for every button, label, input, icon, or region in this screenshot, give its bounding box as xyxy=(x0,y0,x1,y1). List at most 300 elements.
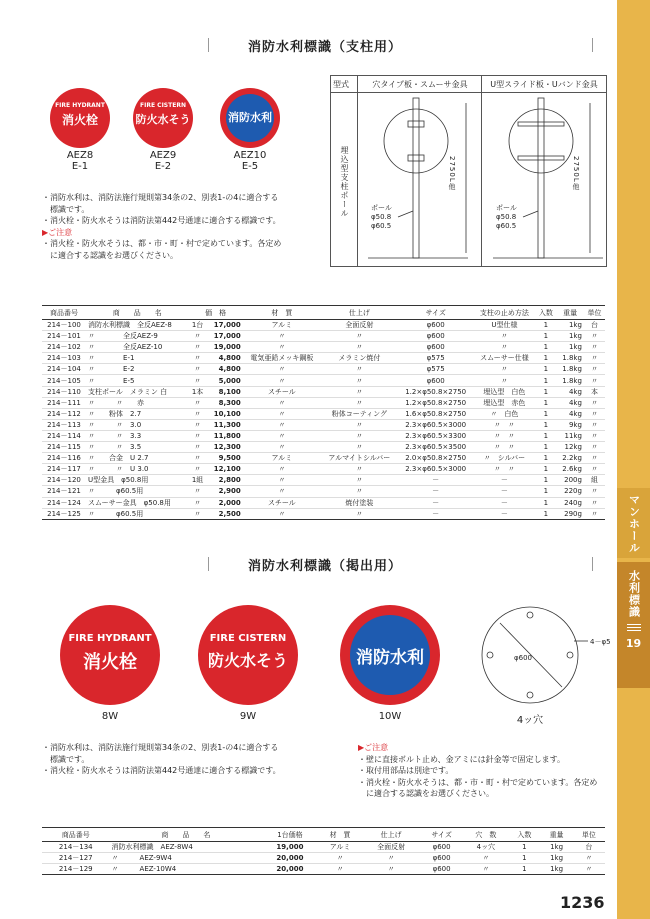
table-row xyxy=(42,419,605,430)
sidebar-background xyxy=(617,0,650,919)
table-cell: 〃 xyxy=(584,508,605,519)
table-cell: 4kg xyxy=(556,386,584,397)
table-cell: 214－121 xyxy=(42,486,86,497)
page-number: 1236 xyxy=(560,893,605,912)
table-cell: 4,800 xyxy=(207,364,243,375)
table-cell: 〃 xyxy=(318,853,363,864)
table-cell: 〃 xyxy=(474,331,536,342)
table-cell: 1 xyxy=(535,397,556,408)
section1-spec-table xyxy=(42,305,605,520)
table-cell: 〃 xyxy=(318,864,363,875)
table-cell: 12,100 xyxy=(207,464,243,475)
table-cell: 〃 xyxy=(243,342,321,353)
diagram-col2: U型スライド板・Uバンド金具 xyxy=(490,80,598,89)
table-cell: 〃 xyxy=(474,364,536,375)
table-cell: 〃 xyxy=(584,464,605,475)
table-cell: 消防水利標識 全反AEZ-8 xyxy=(86,320,189,331)
table-cell: 214－134 xyxy=(42,842,110,853)
table-cell: 1 xyxy=(508,853,540,864)
table-cell: φ600 xyxy=(398,342,474,353)
table-cell: 1kg xyxy=(556,342,584,353)
table-cell: － xyxy=(474,508,536,519)
table-cell: 11,300 xyxy=(207,419,243,430)
table-cell: 〃 xyxy=(321,508,398,519)
table-cell: 214－104 xyxy=(42,364,86,375)
table-cell: アルマイトシルバー xyxy=(321,453,398,464)
table-cell: 〃 xyxy=(243,442,321,453)
diagram-col-label: 型式 xyxy=(333,80,349,89)
hole-count-label: 4ッ穴 xyxy=(516,715,544,726)
table-cell: 12kg xyxy=(556,442,584,453)
sign-code-9w: 9W xyxy=(239,711,257,722)
table-cell: 〃 〃 3.5 xyxy=(86,442,189,453)
table-cell: 〃 xyxy=(584,408,605,419)
table-cell: 〃 xyxy=(321,475,398,486)
table-cell: φ600 xyxy=(420,864,464,875)
table-row xyxy=(42,375,605,386)
table-cell: 電気亜鉛メッキ鋼板 xyxy=(243,353,321,364)
table-cell: 〃 xyxy=(584,375,605,386)
table-cell: 〃 xyxy=(573,853,605,864)
table-cell: アルミ xyxy=(243,453,321,464)
table-cell: 〃 xyxy=(243,408,321,419)
pole-label-right: ポール φ50.8 φ60.5 xyxy=(496,204,517,230)
sidebar-page-num: 19 xyxy=(625,637,642,650)
table-cell: 1 xyxy=(535,486,556,497)
table-cell: 〃 φ60.5用 xyxy=(86,486,189,497)
table-cell: 1 xyxy=(535,508,556,519)
section2-notes-left: ・消防水利は、消防法施行規則第34条の2、別表1-の4に適合する 標識です。 ・消火栓・防火水そうは消防法第442号通達に適合する標識です。 xyxy=(42,743,281,775)
table-cell: φ600 xyxy=(398,375,474,386)
table-cell: 〃 xyxy=(584,419,605,430)
table-row xyxy=(42,320,605,331)
table-cell: 2,000 xyxy=(207,497,243,508)
fire-cistern-sign: FIRE CISTERN 防火水そう xyxy=(133,88,193,148)
table-cell: 214－105 xyxy=(42,375,86,386)
table-cell: 焼付塗装 xyxy=(321,497,398,508)
table-cell: 8,300 xyxy=(207,397,243,408)
table-row xyxy=(42,353,605,364)
table-header-cell: 価 格 xyxy=(189,306,243,320)
table-cell: 1.8kg xyxy=(556,353,584,364)
table-cell: 〃 〃 xyxy=(474,442,536,453)
table-cell: 〃 xyxy=(189,430,207,441)
table-row xyxy=(42,864,605,875)
table-header-cell: 材 質 xyxy=(243,306,321,320)
table-header-cell: 仕上げ xyxy=(362,828,419,842)
water-source-sign: 消防水利 xyxy=(220,88,280,148)
table-header-cell: 単位 xyxy=(573,828,605,842)
table-cell: 214－112 xyxy=(42,408,86,419)
table-cell: 214－129 xyxy=(42,864,110,875)
table-cell: 〃 〃 xyxy=(474,430,536,441)
diagram-row-label: 埋込型支柱ポール xyxy=(340,146,349,218)
table-row xyxy=(42,464,605,475)
table-cell: 〃 xyxy=(321,331,398,342)
table-cell: 1 xyxy=(535,342,556,353)
table-cell: φ600 xyxy=(420,842,464,853)
table-cell: 〃 全反AEZ-10 xyxy=(86,342,189,353)
table-cell: 20,000 xyxy=(262,853,318,864)
table-cell: 〃 xyxy=(584,442,605,453)
table-cell: 〃 xyxy=(321,430,398,441)
table-cell: 〃 xyxy=(243,364,321,375)
table-cell: 1組 xyxy=(189,475,207,486)
table-cell: 2.0×φ50.8×2750 xyxy=(398,453,474,464)
pole-diagram-svg xyxy=(358,93,606,265)
sign-code-10w: 10W xyxy=(378,711,402,722)
sign-code-aez8: AEZ8 E-1 xyxy=(66,150,94,172)
table-cell: 2,900 xyxy=(207,486,243,497)
table-cell: 〃 〃 赤 xyxy=(86,397,189,408)
table-cell: 4ッ穴 xyxy=(463,842,508,853)
table-cell: 214－115 xyxy=(42,442,86,453)
table-cell: 2.3×φ60.5×3000 xyxy=(398,464,474,475)
table-cell: 2,800 xyxy=(207,475,243,486)
sidebar-tab-manhole[interactable]: マンホール xyxy=(617,488,650,558)
table-cell: 〃 xyxy=(189,442,207,453)
table-cell: 17,000 xyxy=(207,331,243,342)
table-cell: 1 xyxy=(535,464,556,475)
table-cell: 〃 xyxy=(584,364,605,375)
table-row xyxy=(42,364,605,375)
table-cell: 〃 xyxy=(321,397,398,408)
table-cell: 〃 xyxy=(463,853,508,864)
table-cell: 4kg xyxy=(556,397,584,408)
table-cell: 214－100 xyxy=(42,320,86,331)
table-header-cell: 商 品 名 xyxy=(110,828,263,842)
hole-diameter-label: φ600 xyxy=(514,654,532,662)
table-cell: 1 xyxy=(535,408,556,419)
table-cell: 〃 xyxy=(321,486,398,497)
table-cell: 214－113 xyxy=(42,419,86,430)
fire-cistern-sign-large: FIRE CISTERN 防火水そう xyxy=(198,605,298,705)
height-label-left: 2750L他 xyxy=(448,156,456,191)
table-cell: 1 xyxy=(535,320,556,331)
table-row xyxy=(42,331,605,342)
table-cell: スムーサー仕様 xyxy=(474,353,536,364)
table-cell: 〃 〃 xyxy=(474,419,536,430)
table-cell: 1kg xyxy=(540,864,572,875)
table-row xyxy=(42,386,605,397)
table-cell: － xyxy=(474,486,536,497)
table-row xyxy=(42,453,605,464)
table-header-cell: サイズ xyxy=(420,828,464,842)
table-row xyxy=(42,475,605,486)
table-cell: 1 xyxy=(535,497,556,508)
table-row xyxy=(42,497,605,508)
table-cell: 〃 xyxy=(573,864,605,875)
table-cell: 全面反射 xyxy=(362,842,419,853)
table-cell: 〃 xyxy=(189,375,207,386)
table-cell: 19,000 xyxy=(262,842,318,853)
table-cell: 2.3×φ60.5×3300 xyxy=(398,430,474,441)
table-cell: 4,800 xyxy=(207,353,243,364)
table-header-cell: 支柱の止め方法 xyxy=(474,306,536,320)
table-cell: U型金具 φ50.8用 xyxy=(86,475,189,486)
table-cell: 本 xyxy=(584,386,605,397)
table-cell: 214－117 xyxy=(42,464,86,475)
sign-code-aez9: AEZ9 E-2 xyxy=(149,150,177,172)
table-cell: 〃 xyxy=(189,453,207,464)
table-cell: 17,000 xyxy=(207,320,243,331)
table-cell: 〃 xyxy=(243,419,321,430)
table-cell: 2.3×φ60.5×3500 xyxy=(398,442,474,453)
table-cell: 〃 〃 3.0 xyxy=(86,419,189,430)
table-cell: 〃 xyxy=(362,864,419,875)
table-cell: 2,500 xyxy=(207,508,243,519)
table-cell: 〃 xyxy=(321,364,398,375)
table-row xyxy=(42,408,605,419)
table-cell: 埋込型 赤色 xyxy=(474,397,536,408)
table-cell: 〃 xyxy=(189,497,207,508)
table-cell: 〃 xyxy=(321,342,398,353)
table-header-cell: 重量 xyxy=(556,306,584,320)
table-cell: 1kg xyxy=(540,842,572,853)
table-cell: 〃 全反AEZ-9 xyxy=(86,331,189,342)
table-cell: φ575 xyxy=(398,353,474,364)
table-cell: 2.6kg xyxy=(556,464,584,475)
table-header-cell: 商品番号 xyxy=(42,306,86,320)
table-cell: 10,100 xyxy=(207,408,243,419)
table-cell: 〃 〃 xyxy=(474,464,536,475)
table-cell: 1 xyxy=(535,419,556,430)
table-cell: 〃 xyxy=(243,475,321,486)
table-cell: φ600 xyxy=(398,331,474,342)
height-label-right: 2750L他 xyxy=(572,156,580,191)
table-row xyxy=(42,853,605,864)
table-cell: 1.2×φ50.8×2750 xyxy=(398,386,474,397)
table-cell: 1台 xyxy=(189,320,207,331)
table-cell: 〃 xyxy=(584,331,605,342)
table-cell: 214－102 xyxy=(42,342,86,353)
table-row xyxy=(42,442,605,453)
table-cell: 〃 xyxy=(189,342,207,353)
mounting-diagram xyxy=(330,75,607,267)
table-cell: 〃 xyxy=(189,508,207,519)
table-cell: 2.2kg xyxy=(556,453,584,464)
table-cell: 1 xyxy=(535,353,556,364)
table-cell: 214－111 xyxy=(42,397,86,408)
table-header-cell: 穴 数 xyxy=(463,828,508,842)
table-cell: 290g xyxy=(556,508,584,519)
table-cell: 1kg xyxy=(556,331,584,342)
table-cell: 〃 xyxy=(243,331,321,342)
table-cell: U型仕様 xyxy=(474,320,536,331)
table-cell: 1 xyxy=(508,864,540,875)
table-cell: 19,000 xyxy=(207,342,243,353)
table-cell: 214－120 xyxy=(42,475,86,486)
table-cell: 埋込型 白色 xyxy=(474,386,536,397)
sidebar-tab-water-sign[interactable]: 水利標識 19 xyxy=(617,562,650,688)
table-cell: 214－103 xyxy=(42,353,86,364)
table-cell: 1 xyxy=(535,475,556,486)
table-cell: 11,800 xyxy=(207,430,243,441)
table-cell: 20,000 xyxy=(262,864,318,875)
table-cell: 214－110 xyxy=(42,386,86,397)
section1-notes: ・消防水利は、消防法施行規則第34条の2、別表1-の4に適合する 標識です。 ・消火栓・防火水そうは消防法第442号通達に適合する標識です。 ▶ご注意 ・消火栓・防火水そうは、都・市・町・村で定めています。各定め に適合する認識をお選びください。 xyxy=(42,193,282,260)
table-header-cell: 商品番号 xyxy=(42,828,110,842)
table-cell: φ600 xyxy=(398,320,474,331)
table-cell: 214－116 xyxy=(42,453,86,464)
table-cell: 〃 xyxy=(243,486,321,497)
table-cell: φ600 xyxy=(420,853,464,864)
table-cell: 1 xyxy=(535,442,556,453)
table-cell: 粉体コーティング xyxy=(321,408,398,419)
table-cell: アルミ xyxy=(318,842,363,853)
table-cell: － xyxy=(474,475,536,486)
table-cell: 〃 xyxy=(584,342,605,353)
table-cell: 台 xyxy=(584,320,605,331)
table-header-cell: 商 品 名 xyxy=(86,306,189,320)
table-cell: 〃 xyxy=(584,497,605,508)
table-cell: － xyxy=(398,486,474,497)
table-cell: 〃 xyxy=(243,464,321,475)
table-cell: 1.6×φ50.8×2750 xyxy=(398,408,474,419)
table-cell: 〃 合金 U 2.7 xyxy=(86,453,189,464)
table-cell: 11kg xyxy=(556,430,584,441)
table-cell: 9,500 xyxy=(207,453,243,464)
table-cell: 1.2×φ50.8×2750 xyxy=(398,397,474,408)
table-row xyxy=(42,342,605,353)
table-cell: 240g xyxy=(556,497,584,508)
table-cell: 〃 xyxy=(362,853,419,864)
table-cell: 〃 xyxy=(243,508,321,519)
table-cell: 〃 xyxy=(474,342,536,353)
table-cell: 〃 xyxy=(189,364,207,375)
table-cell: 〃 xyxy=(321,386,398,397)
table-cell: 〃 AEZ-9W4 xyxy=(110,853,263,864)
table-cell: 12,300 xyxy=(207,442,243,453)
table-cell: 〃 粉体 2.7 xyxy=(86,408,189,419)
table-cell: アルミ xyxy=(243,320,321,331)
table-cell: 台 xyxy=(573,842,605,853)
table-cell: スチール xyxy=(243,497,321,508)
table-cell: 1 xyxy=(535,453,556,464)
table-cell: 1.8kg xyxy=(556,375,584,386)
table-cell: 1kg xyxy=(540,853,572,864)
table-cell: 2.3×φ60.5×3000 xyxy=(398,419,474,430)
table-header-cell: 入数 xyxy=(535,306,556,320)
pole-label-left: ポール φ50.8 φ60.5 xyxy=(371,204,392,230)
table-cell: 〃 〃 3.3 xyxy=(86,430,189,441)
table-cell: 〃 E-2 xyxy=(86,364,189,375)
table-row xyxy=(42,486,605,497)
table-row xyxy=(42,508,605,519)
table-cell: 1 xyxy=(535,331,556,342)
fire-hydrant-sign: FIRE HYDRANT 消火栓 xyxy=(50,88,110,148)
table-cell: スムーサー金具 φ50.8用 xyxy=(86,497,189,508)
table-cell: 〃 xyxy=(189,397,207,408)
diagram-col1: 穴タイプ板・スムーサ金具 xyxy=(372,80,468,89)
fire-hydrant-sign-large: FIRE HYDRANT 消火栓 xyxy=(60,605,160,705)
table-cell: 〃 E-1 xyxy=(86,353,189,364)
table-cell: 214－101 xyxy=(42,331,86,342)
table-cell: 214－127 xyxy=(42,853,110,864)
table-cell: 〃 xyxy=(243,397,321,408)
table-cell: 支柱ポール メラミン 白 xyxy=(86,386,189,397)
table-cell: 〃 xyxy=(474,375,536,386)
table-cell: 組 xyxy=(584,475,605,486)
table-cell: 〃 xyxy=(189,464,207,475)
table-header-cell: 材 質 xyxy=(318,828,363,842)
table-cell: スチール xyxy=(243,386,321,397)
hole-diagram xyxy=(478,603,608,707)
table-cell: 〃 xyxy=(243,375,321,386)
table-cell: 1 xyxy=(535,375,556,386)
table-cell: 214－114 xyxy=(42,430,86,441)
table-cell: 5,000 xyxy=(207,375,243,386)
table-header-cell: サイズ xyxy=(398,306,474,320)
table-cell: － xyxy=(398,497,474,508)
table-row xyxy=(42,842,605,853)
table-cell: 220g xyxy=(556,486,584,497)
table-cell: 〃 φ60.5用 xyxy=(86,508,189,519)
table-row xyxy=(42,397,605,408)
table-cell: 1 xyxy=(508,842,540,853)
table-cell: 〃 xyxy=(321,442,398,453)
table-cell: 〃 xyxy=(321,419,398,430)
table-cell: 214－125 xyxy=(42,508,86,519)
table-cell: 1kg xyxy=(556,320,584,331)
table-row xyxy=(42,430,605,441)
table-cell: 〃 xyxy=(189,331,207,342)
sign-code-aez10: AEZ10 E-5 xyxy=(233,150,267,172)
hole-size-label: 4－φ5 xyxy=(590,638,611,646)
table-cell: 〃 xyxy=(463,864,508,875)
table-cell: 〃 白色 xyxy=(474,408,536,419)
table-cell: 全面反射 xyxy=(321,320,398,331)
table-cell: 〃 シルバー xyxy=(474,453,536,464)
table-cell: 〃 xyxy=(243,430,321,441)
table-cell: 〃 〃 U 3.0 xyxy=(86,464,189,475)
table-cell: 8,100 xyxy=(207,386,243,397)
table-header-cell: 単位 xyxy=(584,306,605,320)
table-cell: 消防水利標識 AEZ-8W4 xyxy=(110,842,263,853)
table-header-cell: 重量 xyxy=(540,828,572,842)
table-cell: 〃 xyxy=(584,430,605,441)
table-cell: 〃 xyxy=(584,353,605,364)
table-cell: 1 xyxy=(535,364,556,375)
table-cell: 214－124 xyxy=(42,497,86,508)
section2-notes-right: ▶ご注意 ・壁に直接ボルト止め、金アミには針金等で固定します。 ・取付用部品は別途です。 ・消火栓・防火水そうは、都・市・町・村で定めています。各定め に適合する認識をお選びください。 xyxy=(358,743,598,798)
table-cell: 〃 xyxy=(189,353,207,364)
table-cell: 1本 xyxy=(189,386,207,397)
table-cell: － xyxy=(398,475,474,486)
table-cell: 〃 E-5 xyxy=(86,375,189,386)
table-cell: 〃 xyxy=(321,375,398,386)
table-cell: 〃 xyxy=(189,486,207,497)
table-cell: 1.8kg xyxy=(556,364,584,375)
table-cell: 〃 xyxy=(584,453,605,464)
section2-spec-table xyxy=(42,827,605,875)
table-cell: 〃 xyxy=(321,464,398,475)
water-source-sign-large: 消防水利 xyxy=(340,605,440,705)
table-cell: － xyxy=(398,508,474,519)
table-cell: 1 xyxy=(535,430,556,441)
table-cell: － xyxy=(474,497,536,508)
sign-code-8w: 8W xyxy=(101,711,119,722)
table-header-cell: 1台価格 xyxy=(262,828,318,842)
table-cell: φ575 xyxy=(398,364,474,375)
table-header-cell: 仕上げ xyxy=(321,306,398,320)
table-cell: 〃 xyxy=(584,397,605,408)
table-cell: 〃 xyxy=(189,419,207,430)
table-cell: メラミン焼付 xyxy=(321,353,398,364)
table-cell: 〃 xyxy=(584,486,605,497)
table-header-cell: 入数 xyxy=(508,828,540,842)
table-cell: 〃 AEZ-10W4 xyxy=(110,864,263,875)
